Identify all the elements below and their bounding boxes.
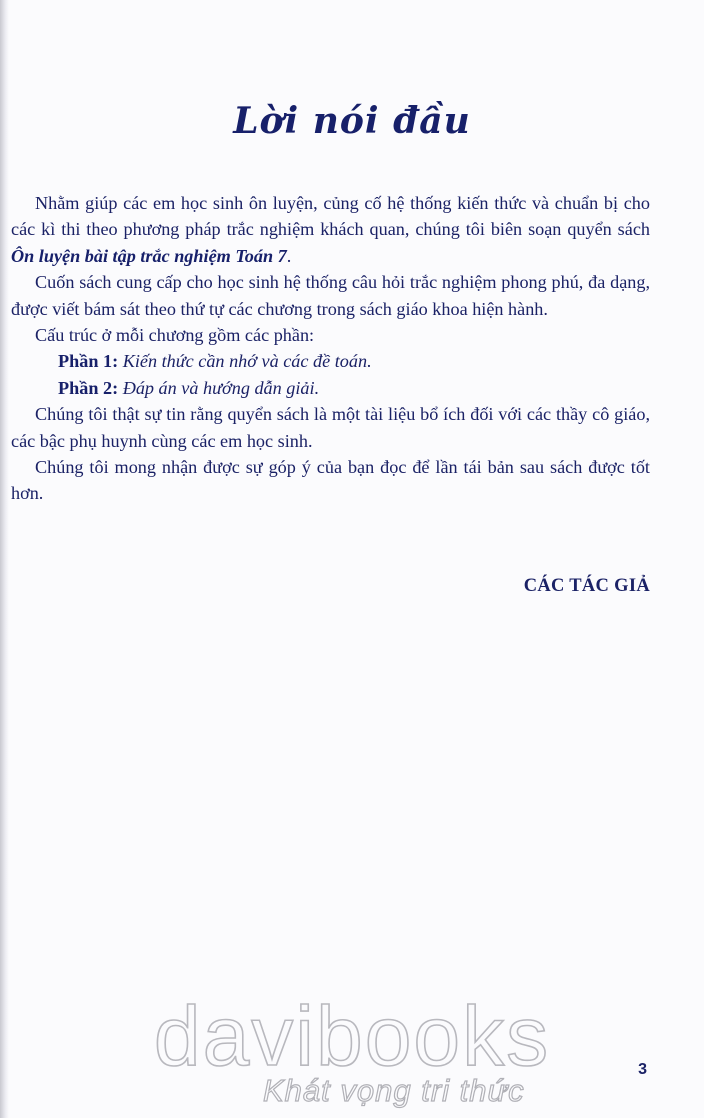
part-label: Phần 1:	[58, 351, 119, 372]
page-title: Lời nói đầu	[233, 100, 471, 142]
page-number: 3	[638, 1061, 647, 1078]
preface-body	[11, 190, 650, 507]
paragraph-content: Cuốn sách cung cấp cho học sinh hệ thống câu hỏi trắc nghiệm phong phú, đa dạng, được viết bám sát theo thứ tự các chương trong sách giáo khoa hiện hành.	[11, 272, 650, 319]
structure-intro: Cấu trúc ở mỗi chương gồm các phần:	[35, 325, 315, 346]
book-title: Ôn luyện bài tập trắc nghiệm Toán 7	[11, 245, 287, 266]
paragraph-intro-text: Nhằm giúp các em học sinh ôn luyện, củng cố hệ thống kiến thức và chuẩn bị cho các kì thi theo phương pháp trắc nghiệm khách quan, chúng tôi biên soạn quyển sách	[11, 193, 650, 240]
paragraph-intro-end: .	[286, 245, 292, 266]
watermark-logo: davibooks	[153, 989, 551, 1083]
paragraph-belief: Chúng tôi thật sự tin rằng quyển sách là một tài liệu bổ ích đối với các thầy cô giáo, các bậc phụ huynh cùng các em học sinh.	[11, 404, 650, 451]
watermark-slogan: Khát vọng tri thức	[263, 1073, 525, 1108]
part-description: Đáp án và hướng dẫn giải.	[122, 377, 320, 398]
part-item	[11, 348, 650, 374]
paragraph-feedback: Chúng tôi mong nhận được sự góp ý của bạn đọc để lần tái bản sau sách được tốt hơn.	[11, 457, 650, 504]
part-item	[11, 375, 650, 401]
part-label: Phần 2:	[58, 377, 119, 398]
paragraph-intro	[11, 190, 650, 269]
page-gutter	[0, 0, 9, 1118]
part-description: Kiến thức cần nhớ và các đề toán.	[122, 351, 372, 372]
signature: CÁC TÁC GIẢ	[523, 576, 650, 596]
